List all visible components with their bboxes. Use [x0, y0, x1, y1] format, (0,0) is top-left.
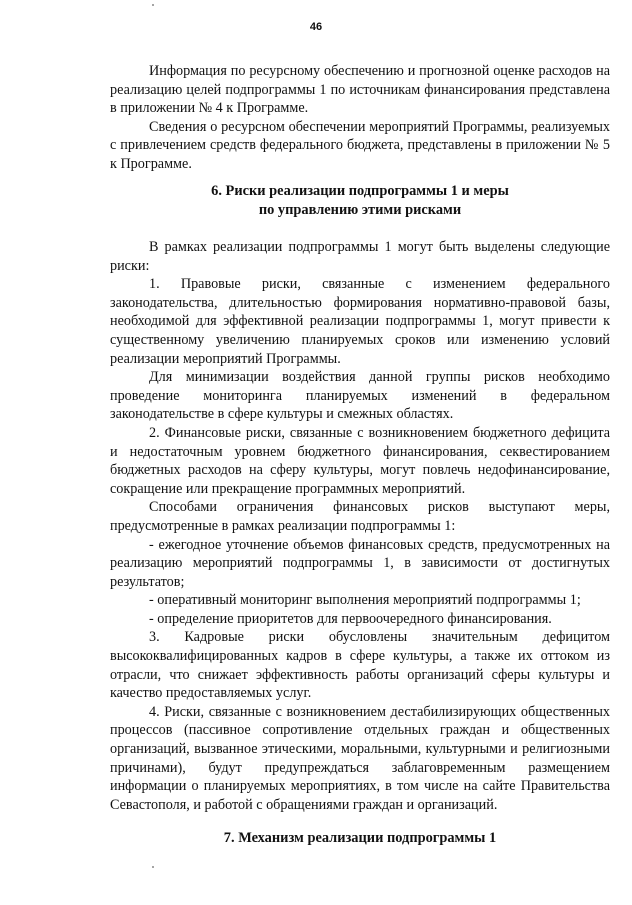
- paragraph-legal-risks: 1. Правовые риски, связанные с изменением федерального законодательства, длительностью формирования нормативно-правовой базы, необходимой для эффективной реализации подпрограммы 1, могут привести к существенному увеличению планируемых сроков или изменению условий реализации мероприятий Программы.: [110, 276, 610, 367]
- section-6-title: [110, 182, 610, 219]
- section-7-title: [110, 829, 610, 848]
- intro-block: [110, 62, 610, 174]
- paragraph-financial-risks: 2. Финансовые риски, связанные с возникновением бюджетного дефицита и недостаточным уровнем бюджетного финансирования, секвестированием бюджетных расходов на сферу культуры, могут повлечь недофинансирование, сокращение или прекращение программных мероприятий.: [110, 424, 610, 497]
- paragraph-personnel-risks: 3. Кадровые риски обусловлены значительным дефицитом высококвалифицированных кадров в сфере культуры, а также их оттоком из отрасли, что снижает эффективность работы организаций сферы культуры и качество предоставляемых услуг.: [110, 629, 610, 702]
- paragraph-risks-intro: В рамках реализации подпрограммы 1 могут быть выделены следующие риски:: [110, 239, 610, 274]
- section-6-title-line-1: 6. Риски реализации подпрограммы 1 и меры: [211, 183, 509, 199]
- paragraph-financial-risks-measures: Способами ограничения финансовых рисков выступают меры, предусмотренные в рамках реализации подпрограммы 1:: [110, 499, 610, 534]
- section-6-title-line-2: по управлению этими рисками: [258, 201, 462, 218]
- section-6-body: [110, 238, 610, 814]
- list-item-operational-monitoring: - оперативный мониторинг выполнения мероприятий подпрограммы 1;: [149, 592, 581, 609]
- section-7-title-line: 7. Механизм реализации подпрограммы 1: [223, 830, 497, 846]
- scan-speck: [152, 4, 154, 6]
- list-item-annual-clarification: - ежегодное уточнение объемов финансовых средств, предусмотренных на реализацию мероприятий подпрограммы 1, в зависимости от достигнутых результатов;: [110, 536, 610, 590]
- scan-speck: [152, 866, 154, 868]
- paragraph-legal-risks-mitigation: Для минимизации воздействия данной группы рисков необходимо проведение мониторинга планируемых изменений в федеральном законодательстве в сфере культуры и смежных областях.: [110, 369, 610, 423]
- paragraph-social-risks: 4. Риски, связанные с возникновением дестабилизирующих общественных процессов (пассивное сопротивление отдельных граждан и общественных организаций, вызванное этическими, моральными, культурными и религиозными причинами), будут предупреждаться заблаговременным размещением информации о планируемых мероприятиях, в том числе на сайте Правительства Севастополя, и работой с обращениями граждан и организаций.: [110, 703, 610, 813]
- list-item-priorities: - определение приоритетов для первоочередного финансирования.: [149, 610, 552, 627]
- paragraph-resource-info: Информация по ресурсному обеспечению и прогнозной оценке расходов на реализацию целей подпрограммы 1 по источникам финансирования представлена в приложении № 4 к Программе.: [110, 63, 610, 117]
- paragraph-federal-budget-info: Сведения о ресурсном обеспечении мероприятий Программы, реализуемых с привлечением средств федерального бюджета, представлены в приложении № 5 к Программе.: [110, 118, 610, 172]
- page-number: 46: [309, 21, 323, 33]
